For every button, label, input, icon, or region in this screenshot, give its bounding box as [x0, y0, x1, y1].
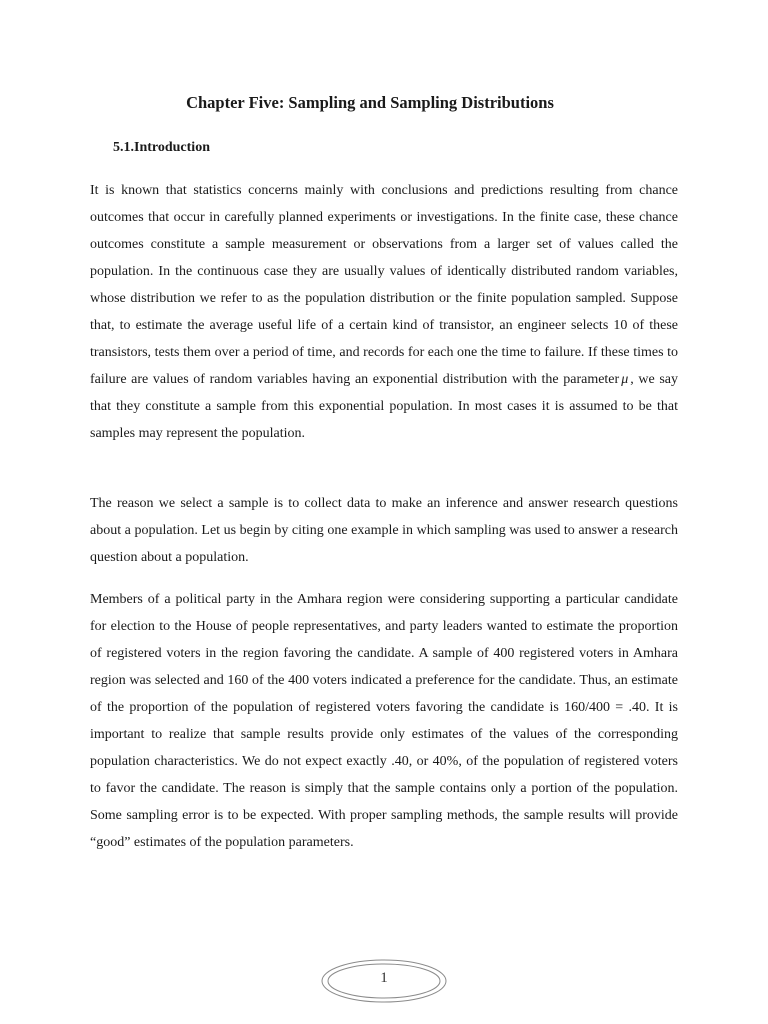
paragraph-intro-text-before: It is known that statistics concerns mainly with conclusions and predictions resulting from chance outcomes that occur in carefully planned experiments or investigations. In the finite case, these chance outcomes constitute a sample measurement or observations from a larger set of values called the population. In the continuous case they are usually values of identically distributed random variables, whose distribution we refer to as the population distribution or the finite population sampled. Suppose that, to estimate the average useful life of a certain kind of transistor, an engineer selects 10 of these transistors, tests them over a period of time, and records for each one the time to failure. If these times to failure are values of random variables having an exponential distribution with the parameter: [90, 183, 678, 387]
paragraph-intro-text-after: , we say that they constitute a sample from this exponential population. In most cases it is assumed to be that samples may represent the population.: [90, 372, 678, 441]
section-heading: 5.1.Introduction: [113, 140, 210, 155]
chapter-title: Chapter Five: Sampling and Sampling Distributions: [186, 93, 554, 112]
page-number-badge: [320, 958, 448, 1004]
paragraph-reason: The reason we select a sample is to collect data to make an inference and answer research questions about a population. Let us begin by citing one example in which sampling was used to answer a research question about a population.: [90, 496, 678, 565]
mu-symbol: μ: [621, 372, 629, 387]
page-number: 1: [380, 970, 388, 986]
paragraph-example: Members of a political party in the Amhara region were considering supporting a particular candidate for election to the House of people representatives, and party leaders wanted to estimate the proportion of registered voters in the region favoring the candidate. A sample of 400 registered voters in Amhara region was selected and 160 of the 400 voters indicated a preference for the candidate. Thus, an estimate of the proportion of the population of registered voters favoring the candidate is 160/400 = .40. It is important to realize that sample results provide only estimates of the values of the corresponding population characteristics. We do not expect exactly .40, or 40%, of the population of registered voters to favor the candidate. The reason is simply that the sample contains only a portion of the population. Some sampling error is to be expected. With proper sampling methods, the sample results will provide “good” estimates of the population parameters.: [90, 592, 678, 850]
paragraph-intro: [90, 177, 678, 447]
